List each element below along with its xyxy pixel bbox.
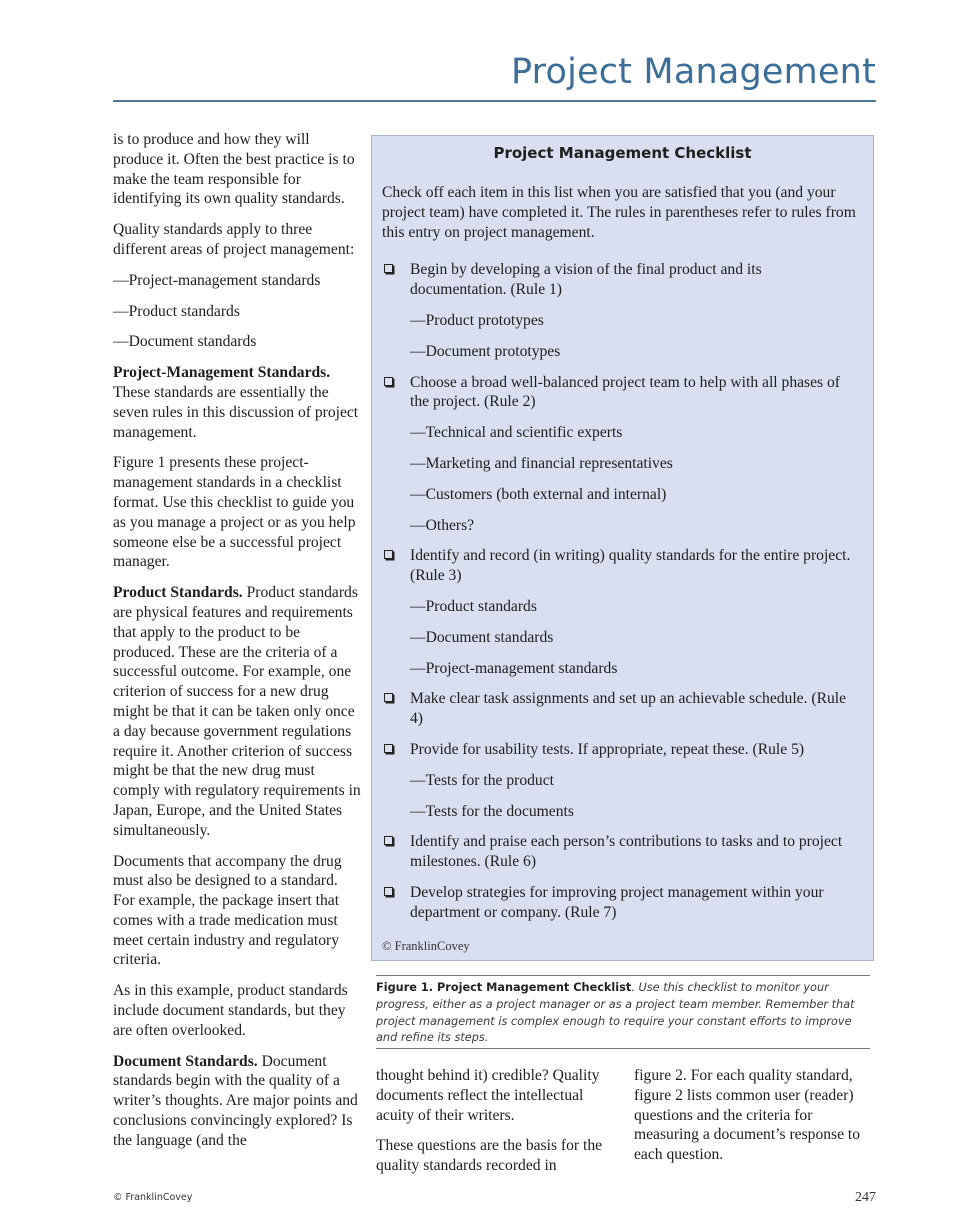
checklist-item: [382, 373, 859, 413]
checklist-subitem: —Document prototypes: [410, 342, 561, 360]
paragraph: Documents that accompany the drug must also be designed to a standard. For example, the package insert that comes with a trade medication must meet certain industry and regulatory criteria.: [113, 852, 342, 969]
paragraph: figure 2. For each quality standard, figure 2 lists common user (reader) questions and the criteria for measuring a document’s response to each question.: [634, 1067, 861, 1164]
checklist-subitem: —Technical and scientific experts: [410, 424, 623, 442]
checklist-subitem: —Document standards: [410, 628, 554, 646]
paragraph: —Project-management standards: [113, 271, 321, 289]
paragraph-body: Product standards are physical features and requirements that apply to the product to be produced. These are the criteria of a successful outcome. For example, one criterion of success for a new drug might be that it can be taken only once a day because government regulations require it. Another criterion of success might be that the new drug must comply with regulatory requirements in Japan, Europe, and the United States simultaneously.: [113, 584, 361, 839]
header-divider: [113, 100, 876, 102]
checkbox-icon[interactable]: [384, 693, 393, 702]
checklist-items: [382, 260, 873, 922]
checklist-item: [382, 832, 859, 872]
paragraph: Figure 1 presents these project-management standards in a checklist format. Use this checklist to guide you as you manage a project or as you help someone else be a successful project manager.: [113, 454, 356, 571]
checklist-item-text: Begin by developing a vision of the final product and its documentation. (Rule 1): [410, 261, 762, 299]
checklist-intro: Check off each item in this list when you are satisfied that you (and your project team) have completed it. The rules in parentheses refer to rules from this entry on project management.: [382, 184, 856, 241]
checklist-item: [382, 260, 859, 300]
checklist-subitem: —Product prototypes: [410, 311, 544, 329]
checkbox-icon[interactable]: [384, 744, 393, 753]
paragraph: [113, 583, 361, 840]
paragraph: [113, 1052, 361, 1151]
paragraph: is to produce and how they will produce it. Often the best practice is to make the team responsible for identifying its own quality standards.: [113, 131, 355, 208]
checkbox-icon[interactable]: [384, 550, 393, 559]
checklist-subitem: —Project-management standards: [410, 659, 618, 677]
checklist-title: Project Management Checklist: [493, 144, 752, 162]
checklist-subitem: —Marketing and financial representatives: [410, 454, 673, 472]
caption-text: . Use this checklist to monitor your progress, either as a project manager or as a project team member. Remember that project management is complex enough to require your constant efforts to improve and refine its steps.: [376, 981, 855, 1045]
checkbox-icon[interactable]: [384, 377, 393, 386]
paragraph: —Product standards: [113, 302, 240, 320]
checklist-item-text: Provide for usability tests. If appropriate, repeat these. (Rule 5): [410, 740, 805, 758]
checklist-copyright: © FranklinCovey: [382, 939, 470, 953]
section-heading: Document Standards.: [113, 1052, 258, 1070]
figure-caption: [376, 980, 870, 1047]
caption-rule-top: [376, 975, 870, 976]
paragraph: [113, 363, 361, 442]
checklist-subitem: —Product standards: [410, 597, 537, 615]
paragraph-body: Document standards begin with the quality of a writer’s thoughts. Are major points and conclusions convincingly explored? Is the language (and the: [113, 1052, 358, 1149]
paragraph: These questions are the basis for the quality standards recorded in: [376, 1137, 603, 1175]
checklist-item-text: Choose a broad well-balanced project team to help with all phases of the project. (Rule 2): [410, 373, 840, 411]
section-heading: Project-Management Standards.: [113, 364, 331, 382]
paragraph: —Document standards: [113, 333, 257, 351]
checkbox-icon[interactable]: [384, 887, 393, 896]
page-title: Project Management: [510, 52, 876, 92]
checklist-item: [382, 740, 859, 760]
checklist-item: [382, 689, 859, 729]
section-heading: Product Standards.: [113, 584, 243, 602]
left-column: [113, 130, 361, 1162]
checklist-subitem: —Others?: [410, 516, 475, 534]
checklist-box: [371, 135, 874, 961]
bottom-column-1: [376, 1066, 622, 1187]
checklist-subitem: —Tests for the documents: [410, 802, 574, 820]
paragraph: As in this example, product standards include document standards, but they are often overlooked.: [113, 982, 348, 1039]
checkbox-icon[interactable]: [384, 836, 393, 845]
bottom-column-2: [634, 1066, 878, 1176]
checklist-item: [382, 883, 859, 923]
caption-label: Figure 1. Project Management Checklist: [376, 981, 632, 994]
checklist-subitem: —Customers (both external and internal): [410, 485, 667, 503]
paragraph: thought behind it) credible? Quality documents reflect the intellectual acuity of their writers.: [376, 1067, 600, 1124]
page-number: 247: [855, 1190, 876, 1205]
checklist-item-text: Develop strategies for improving project management within your department or company. (Rule 7): [410, 883, 824, 921]
checkbox-icon[interactable]: [384, 264, 393, 273]
checklist-item-text: Identify and praise each person’s contributions to tasks and to project milestones. (Rule 6): [410, 833, 843, 871]
caption-rule-bottom: [376, 1048, 870, 1049]
footer-copyright: © FranklinCovey: [113, 1192, 193, 1203]
checklist-subitem: —Tests for the product: [410, 771, 554, 789]
checklist-item-text: Make clear task assignments and set up an achievable schedule. (Rule 4): [410, 690, 847, 728]
paragraph: Quality standards apply to three different areas of project management:: [113, 221, 355, 258]
paragraph-body: These standards are essentially the seven rules in this discussion of project management.: [113, 383, 359, 441]
checklist-item-text: Identify and record (in writing) quality standards for the entire project. (Rule 3): [410, 547, 851, 585]
checklist-item: [382, 546, 859, 586]
